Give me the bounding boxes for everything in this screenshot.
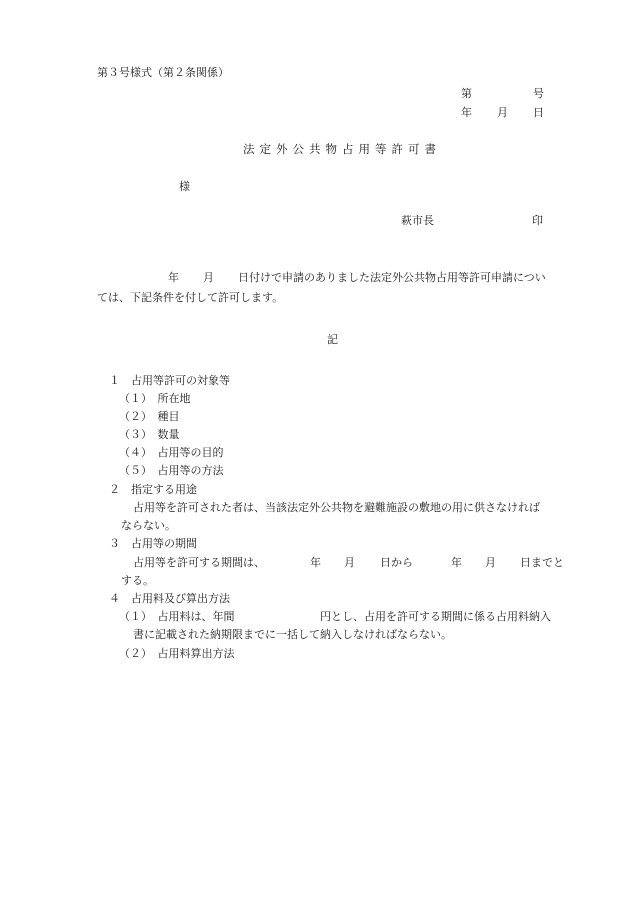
number-prefix: 第	[461, 87, 472, 100]
intro-line2: ては、下記条件を付して許可します。	[97, 291, 284, 304]
section3-year2: 年	[451, 556, 462, 569]
section1-item3: （３） 数量	[119, 428, 180, 441]
document-title: 法定外公共物占用等許可書	[243, 142, 441, 156]
addressee-suffix: 様	[179, 180, 190, 193]
section4-item2: （２） 占用料算出方法	[119, 647, 235, 660]
section4-item1-a: （１） 占用料は、年間	[119, 610, 235, 623]
section4-item1-b: 円とし、占用を許可する期間に係る占用料納入	[320, 610, 551, 623]
section4-heading: ４ 占用料及び算出方法	[109, 592, 230, 605]
section2-line1: 占用等を許可された者は、当該法定外公共物を避難施設の敷地の用に供さなければ	[133, 501, 540, 514]
section1-item4: （４） 占用等の目的	[119, 446, 224, 459]
section4-item1-line2: 書に記載された納期限までに一括して納入しなければならない。	[133, 628, 452, 641]
section3-day1: 日から	[380, 556, 413, 569]
intro-year: 年	[168, 271, 179, 284]
seal-mark: 印	[532, 214, 543, 227]
ki-heading: 記	[327, 333, 338, 346]
section2-heading: ２ 指定する用途	[109, 483, 197, 496]
date-year: 年	[461, 106, 472, 119]
section3-heading: ３ 占用等の期間	[109, 537, 197, 550]
section1-item1: （１） 所在地	[119, 392, 191, 405]
section3-day2: 日までと	[520, 556, 564, 569]
section1-heading: １ 占用等許可の対象等	[109, 374, 230, 387]
section3-year1: 年	[310, 556, 321, 569]
section1-item5: （５） 占用等の方法	[119, 464, 224, 477]
section1-item2: （２） 種目	[119, 410, 180, 423]
form-label: 第３号様式（第２条関係）	[97, 66, 229, 79]
section3-line2: する。	[121, 574, 154, 587]
section3-month2: 月	[485, 556, 496, 569]
intro-line1: 日付けで申請のありました法定外公共物占用等許可申請につい	[238, 271, 546, 284]
section3-month1: 月	[344, 556, 355, 569]
intro-month: 月	[203, 271, 214, 284]
issuer-name: 萩市長	[401, 214, 434, 227]
date-day: 日	[533, 106, 544, 119]
section3-line1: 占用等を許可する期間は、	[133, 556, 265, 569]
date-month: 月	[497, 106, 508, 119]
section2-line2: ならない。	[121, 519, 176, 532]
number-suffix: 号	[533, 87, 544, 100]
